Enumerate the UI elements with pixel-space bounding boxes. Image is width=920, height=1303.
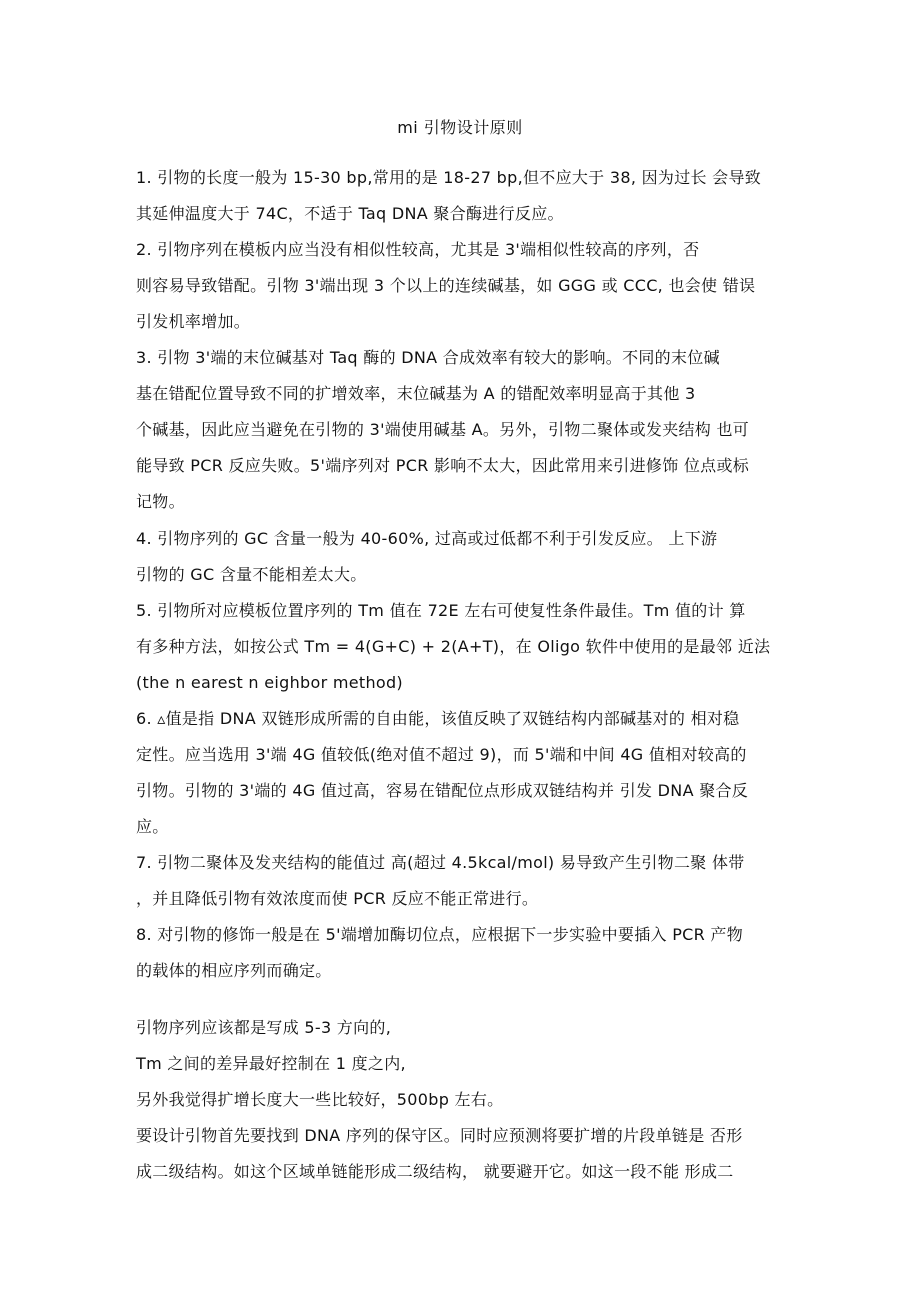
text-line: 1. 引物的长度一般为 15-30 bp,常用的是 18-27 bp,但不应大于 38, 因为过长 会导致 [136, 168, 762, 187]
text-line: 能导致 PCR 反应失败。5'端序列对 PCR 影响不太大，因此常用来引进修饰 位点或标 [136, 456, 750, 475]
text-line: 记物。 [136, 492, 185, 511]
text-line: 定性。应当选用 3'端 4G 值较低(绝对值不超过 9)，而 5'端和中间 4G 值相对较高的 [136, 745, 747, 764]
text-line: 成二级结构。如这个区域单链能形成二级结构， 就要避开它。如这一段不能 形成二 [136, 1162, 734, 1181]
text-line: 则容易导致错配。引物 3'端出现 3 个以上的连续碱基，如 GGG 或 CCC, 也会使 错误 [136, 276, 756, 295]
document-title: mi 引物设计原则 [397, 118, 523, 137]
text-line: 应。 [136, 817, 169, 836]
text-line: (the n earest n eighbor method) [136, 673, 403, 692]
text-line: 5. 引物所对应模板位置序列的 Tm 值在 72E 左右可使复性条件最佳。Tm 值的计 算 [136, 601, 746, 620]
text-line: 3. 引物 3'端的末位碱基对 Taq 酶的 DNA 合成效率有较大的影响。不同的末位碱 [136, 348, 720, 367]
text-line: 要设计引物首先要找到 DNA 序列的保守区。同时应预测将要扩增的片段单链是 否形 [136, 1126, 743, 1145]
text-line: 个碱基，因此应当避免在引物的 3'端使用碱基 A。另外，引物二聚体或发夹结构 也可 [136, 420, 750, 439]
text-line: 的载体的相应序列而确定。 [136, 961, 332, 980]
text-line: 引发机率增加。 [136, 312, 251, 331]
text-line: 2. 引物序列在模板内应当没有相似性较高，尤其是 3'端相似性较高的序列，否 [136, 240, 700, 259]
text-line: 基在错配位置导致不同的扩增效率，末位碱基为 A 的错配效率明显高于其他 3 [136, 384, 696, 403]
text-line: 4. 引物序列的 GC 含量一般为 40-60%, 过高或过低都不利于引发反应。 上下游 [136, 529, 718, 548]
text-line: 7. 引物二聚体及发夹结构的能值过 高(超过 4.5kcal/mol) 易导致产生引物二聚 体带 [136, 853, 745, 872]
text-line: 引物序列应该都是写成 5-3 方向的, [136, 1018, 392, 1037]
text-line: 有多种方法，如按公式 Tm = 4(G+C) + 2(A+T)，在 Oligo 软件中使用的是最邻 近法 [136, 637, 771, 656]
text-line: 8. 对引物的修饰一般是在 5'端增加酶切位点，应根据下一步实验中要插入 PCR 产物 [136, 925, 744, 944]
text-line: 另外我觉得扩增长度大一些比较好，500bp 左右。 [136, 1090, 504, 1109]
text-line: 引物。引物的 3'端的 4G 值过高，容易在错配位点形成双链结构并 引发 DNA 聚合反 [136, 781, 749, 800]
text-line: 其延伸温度大于 74C，不适于 Taq DNA 聚合酶进行反应。 [136, 204, 564, 223]
text-line: 6. ▵值是指 DNA 双链形成所需的自由能，该值反映了双链结构内部碱基对的 相对稳 [136, 709, 740, 728]
text-line: ，并且降低引物有效浓度而使 PCR 反应不能正常进行。 [136, 889, 539, 908]
text-line: 引物的 GC 含量不能相差太大。 [136, 565, 367, 584]
text-line: Tm 之间的差异最好控制在 1 度之内, [136, 1054, 406, 1073]
